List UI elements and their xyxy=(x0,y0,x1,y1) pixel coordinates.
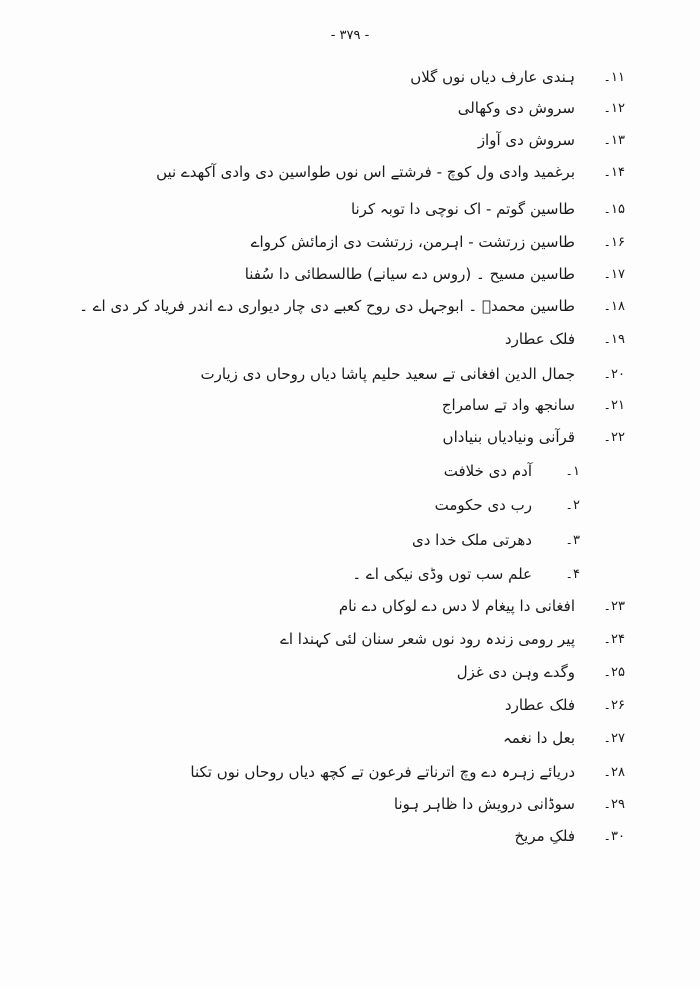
item-number: ۲۲۔ xyxy=(603,429,625,445)
item-number: ۲۔ xyxy=(565,497,580,513)
item-title: رب دی حکومت xyxy=(434,496,532,514)
item-title: جمال الدین افغانی تے سعید حلیم پاشا دیاں روحاں دی زیارت xyxy=(200,365,575,383)
toc-item xyxy=(457,657,700,687)
item-number: ۲۷۔ xyxy=(603,730,625,746)
item-number: ۱۷۔ xyxy=(603,266,625,282)
item-number: ۱۲۔ xyxy=(603,100,625,116)
item-title: سوڈانی درویش دا ظاہر ہونا xyxy=(393,795,575,813)
toc-sub-item xyxy=(435,490,700,520)
toc-item xyxy=(351,194,700,224)
toc-item xyxy=(245,259,700,289)
toc-item xyxy=(201,359,700,389)
item-number: ۲۸۔ xyxy=(603,764,625,780)
item-title: برغمید وادی ول کوچ - فرشتے اس نوں طواسین دی وادی آکھدے نیں xyxy=(156,163,575,181)
item-title: سانجھ واد تے سامراج xyxy=(441,396,575,414)
item-title: دریائے زہرہ دے وچ اترناتے فرعون تے کچھ دیاں روحاں نوں تکنا xyxy=(190,763,575,781)
item-title: دھرتی ملک خدا دی xyxy=(411,531,532,549)
item-title: افغانی دا پیغام لا دس دے لوکاں دے نام xyxy=(338,597,575,615)
item-number: ۳۔ xyxy=(565,532,580,548)
item-title: طاسین مسیح ۔ (روس دے سیانے) طالسطائی دا سُفنا xyxy=(244,265,575,283)
item-number: ۲۴۔ xyxy=(603,631,625,647)
item-title: علم سب توں وڈی نیکی اے ۔ xyxy=(352,565,532,583)
item-number: ۱۵۔ xyxy=(603,201,625,217)
item-number: ۱۴۔ xyxy=(603,164,625,180)
toc-item xyxy=(478,125,700,155)
item-number: ۲۱۔ xyxy=(603,397,625,413)
item-number: ۳۰۔ xyxy=(603,828,625,844)
toc-item xyxy=(442,390,700,420)
item-number: ۲۶۔ xyxy=(603,697,625,713)
toc-item xyxy=(79,291,700,321)
toc-sub-item xyxy=(352,559,700,589)
item-title: آدم دی خلافت xyxy=(443,462,532,480)
toc-item xyxy=(339,591,700,621)
item-number: ۲۹۔ xyxy=(603,796,625,812)
toc-item xyxy=(156,157,700,187)
item-title: طاسین محمدؐ ۔ ابوجہل دی روح کعبے دی چار دیواری دے اندر فریاد کر دی اے ۔ xyxy=(79,297,575,315)
toc-item xyxy=(280,624,700,654)
item-number: ۴۔ xyxy=(565,566,580,582)
item-title: پیر رومی زندہ رود نوں شعر سنان لئی کہندا اے xyxy=(280,630,575,648)
toc-item xyxy=(394,789,700,819)
item-title: فلک عطارد xyxy=(504,696,575,714)
toc-item xyxy=(515,821,700,851)
item-title: سروش دی وکھالی xyxy=(457,99,575,117)
item-title: وگدے وہن دی غزل xyxy=(456,663,575,681)
item-number: ۱۸۔ xyxy=(603,298,625,314)
item-number: ۱۹۔ xyxy=(603,331,625,347)
item-number: ۲۵۔ xyxy=(603,664,625,680)
item-number: ۱۱۔ xyxy=(603,69,625,85)
item-title: طاسین گوتم - اک نوچی دا توبہ کرنا xyxy=(350,200,575,218)
item-number: ۲۰۔ xyxy=(603,366,625,382)
item-title: قرآنی ونیادیاں بنیاداں xyxy=(442,428,575,446)
toc-item xyxy=(505,324,700,354)
item-title: بعل دا نغمہ xyxy=(502,729,575,747)
toc-item xyxy=(503,723,700,753)
toc-sub-item xyxy=(444,456,700,486)
item-number: ۱۶۔ xyxy=(603,234,625,250)
item-number: ۲۳۔ xyxy=(603,598,625,614)
toc-sub-item xyxy=(412,525,700,555)
item-title: سروش دی آواز xyxy=(477,131,575,149)
item-number: ۱۳۔ xyxy=(603,132,625,148)
toc-item xyxy=(251,227,700,257)
toc-item xyxy=(505,690,700,720)
toc-item xyxy=(443,422,700,452)
toc-item xyxy=(458,93,700,123)
page-number: - ۳۷۹ - xyxy=(330,28,370,43)
item-title: طاسین زرتشت - اہرمن، زرتشت دی ازمائش کرواے xyxy=(250,233,575,251)
item-title: فلک عطارد xyxy=(504,330,575,348)
item-number: ۱۔ xyxy=(565,463,580,479)
toc-item xyxy=(410,62,700,92)
item-title: فلکِ مریخ xyxy=(514,827,575,845)
toc-item xyxy=(190,757,700,787)
item-title: ہندی عارف دیاں نوں گلاں xyxy=(410,68,575,86)
